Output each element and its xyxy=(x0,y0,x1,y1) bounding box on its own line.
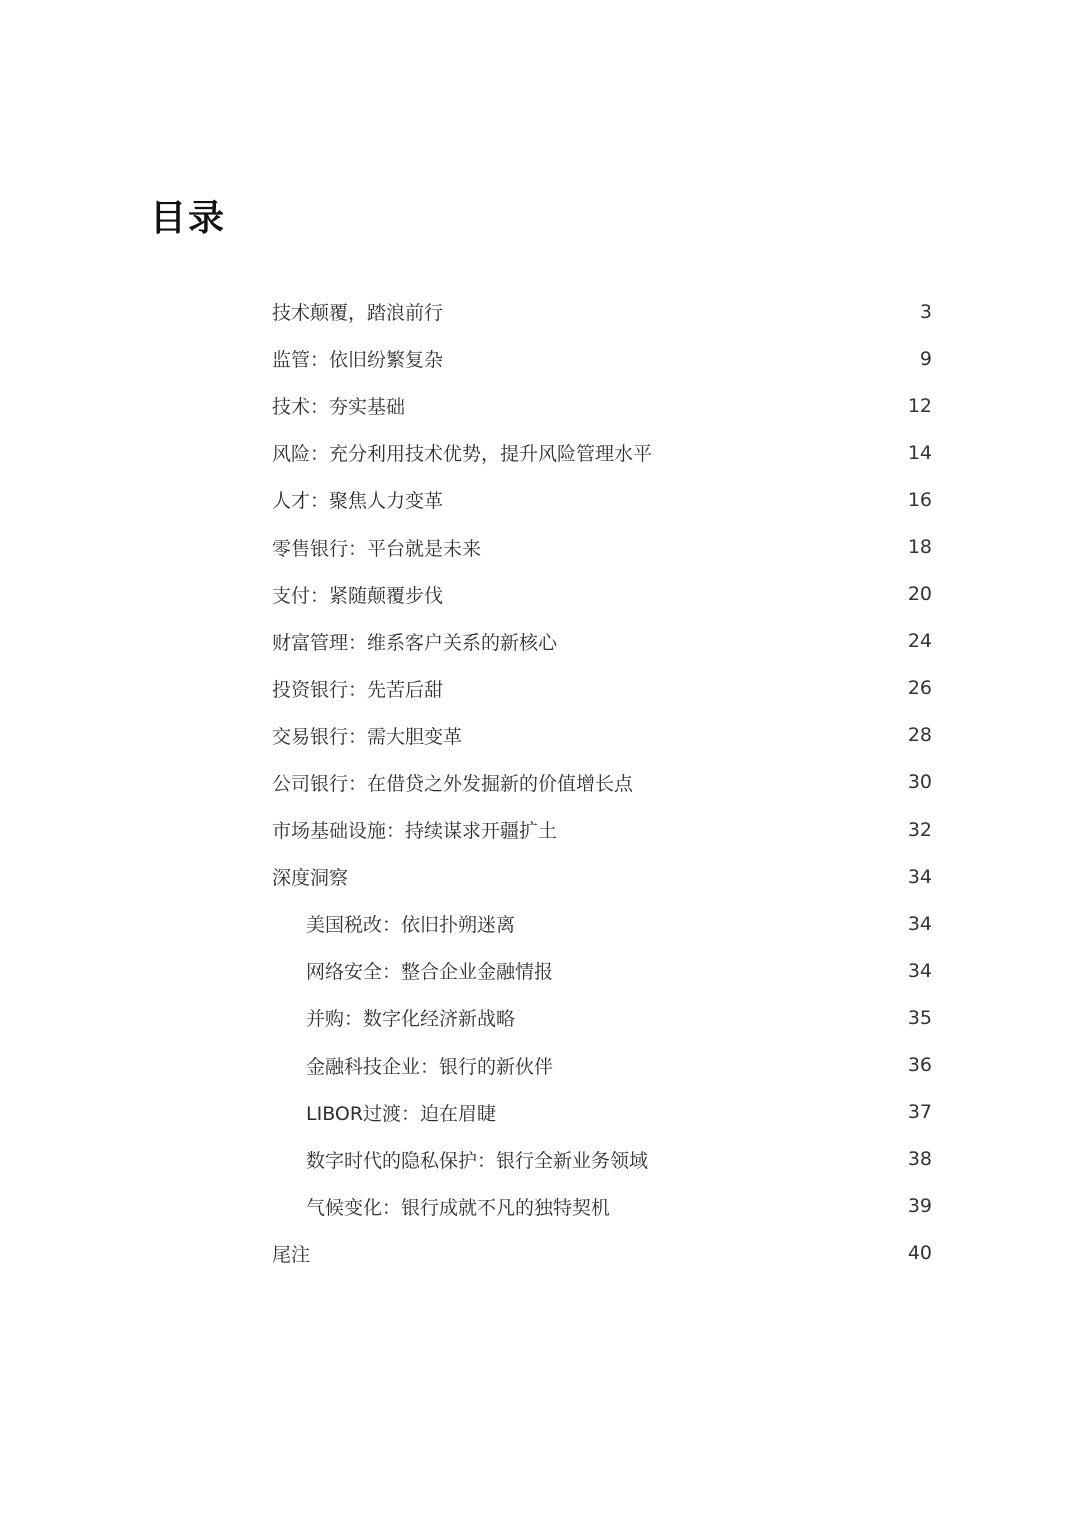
toc-entry[interactable] xyxy=(272,429,932,476)
toc-entry-label: 风险：充分利用技术优势，提升风险管理水平 xyxy=(272,443,653,466)
toc-entry-label: 财富管理：维系客户关系的新核心 xyxy=(272,631,558,654)
toc-entry-label: 市场基础设施：持续谋求开疆扩土 xyxy=(272,820,558,843)
toc-entry[interactable] xyxy=(272,523,932,570)
table-of-contents xyxy=(272,288,932,1277)
toc-entry[interactable] xyxy=(272,571,932,618)
toc-entry-page: 12 xyxy=(907,394,932,417)
toc-subentry-label: 美国税改：依旧扑朔迷离 xyxy=(306,914,516,937)
toc-entry-label: 投资银行：先苦后甜 xyxy=(272,678,444,701)
toc-subentry-page: 39 xyxy=(907,1195,932,1218)
toc-entry-page: 34 xyxy=(907,865,932,888)
toc-entry[interactable] xyxy=(272,665,932,712)
toc-entry-label: 尾注 xyxy=(272,1243,311,1266)
toc-entry-label: 监管：依旧纷繁复杂 xyxy=(272,349,444,372)
toc-subentry-page: 37 xyxy=(907,1101,932,1124)
toc-entry[interactable] xyxy=(272,759,932,806)
toc-subentry-label: 并购：数字化经济新战略 xyxy=(306,1008,516,1031)
toc-entry-page: 24 xyxy=(907,630,932,653)
toc-subentry[interactable] xyxy=(272,1089,932,1136)
toc-entry-label: 技术：夯实基础 xyxy=(272,396,406,419)
toc-entry-label: 零售银行：平台就是未来 xyxy=(272,537,482,560)
toc-entry-label: 技术颠覆，踏浪前行 xyxy=(272,302,444,325)
toc-subentry-page: 35 xyxy=(907,1006,932,1029)
toc-subentry-label: LIBOR过渡：迫在眉睫 xyxy=(306,1102,497,1125)
toc-entry[interactable] xyxy=(272,806,932,853)
toc-entry-page: 16 xyxy=(907,488,932,511)
toc-entry-page: 18 xyxy=(907,536,932,559)
toc-entry-page: 9 xyxy=(919,347,932,370)
toc-entry-page: 32 xyxy=(907,818,932,841)
toc-entry-page: 26 xyxy=(907,677,932,700)
toc-entry-page: 20 xyxy=(907,583,932,606)
toc-subentry[interactable] xyxy=(272,1042,932,1089)
toc-entry[interactable] xyxy=(272,1230,932,1277)
toc-entry-page: 40 xyxy=(907,1242,932,1265)
toc-entry-label: 深度洞察 xyxy=(272,867,349,890)
toc-subentry[interactable] xyxy=(272,947,932,994)
toc-entry-page: 28 xyxy=(907,724,932,747)
toc-subentry-label: 金融科技企业：银行的新伙伴 xyxy=(306,1055,554,1078)
toc-entry-page: 14 xyxy=(907,441,932,464)
toc-entry[interactable] xyxy=(272,335,932,382)
page-title: 目录 xyxy=(150,198,227,239)
toc-entry-label: 公司银行：在借贷之外发掘新的价值增长点 xyxy=(272,772,634,795)
toc-entry-label: 支付：紧随颠覆步伐 xyxy=(272,584,444,607)
toc-subentry[interactable] xyxy=(272,1136,932,1183)
toc-subentry-label: 气候变化：银行成就不凡的独特契机 xyxy=(306,1196,611,1219)
toc-entry[interactable] xyxy=(272,382,932,429)
toc-subentry-page: 38 xyxy=(907,1148,932,1171)
toc-entry-page: 3 xyxy=(919,300,932,323)
toc-subentry[interactable] xyxy=(272,900,932,947)
toc-entry[interactable] xyxy=(272,712,932,759)
toc-entry-label: 人才：聚焦人力变革 xyxy=(272,490,444,513)
toc-subentry-page: 36 xyxy=(907,1054,932,1077)
toc-subentry-label: 网络安全：整合企业金融情报 xyxy=(306,961,554,984)
toc-entry-page: 30 xyxy=(907,771,932,794)
toc-subentry[interactable] xyxy=(272,1183,932,1230)
toc-entry[interactable] xyxy=(272,476,932,523)
toc-subentry-label: 数字时代的隐私保护：银行全新业务领域 xyxy=(306,1149,649,1172)
toc-subentry[interactable] xyxy=(272,994,932,1041)
toc-entry-label: 交易银行：需大胆变革 xyxy=(272,725,463,748)
toc-entry[interactable] xyxy=(272,853,932,900)
toc-entry[interactable] xyxy=(272,288,932,335)
toc-subentry-page: 34 xyxy=(907,912,932,935)
toc-subentry-page: 34 xyxy=(907,959,932,982)
toc-entry[interactable] xyxy=(272,618,932,665)
